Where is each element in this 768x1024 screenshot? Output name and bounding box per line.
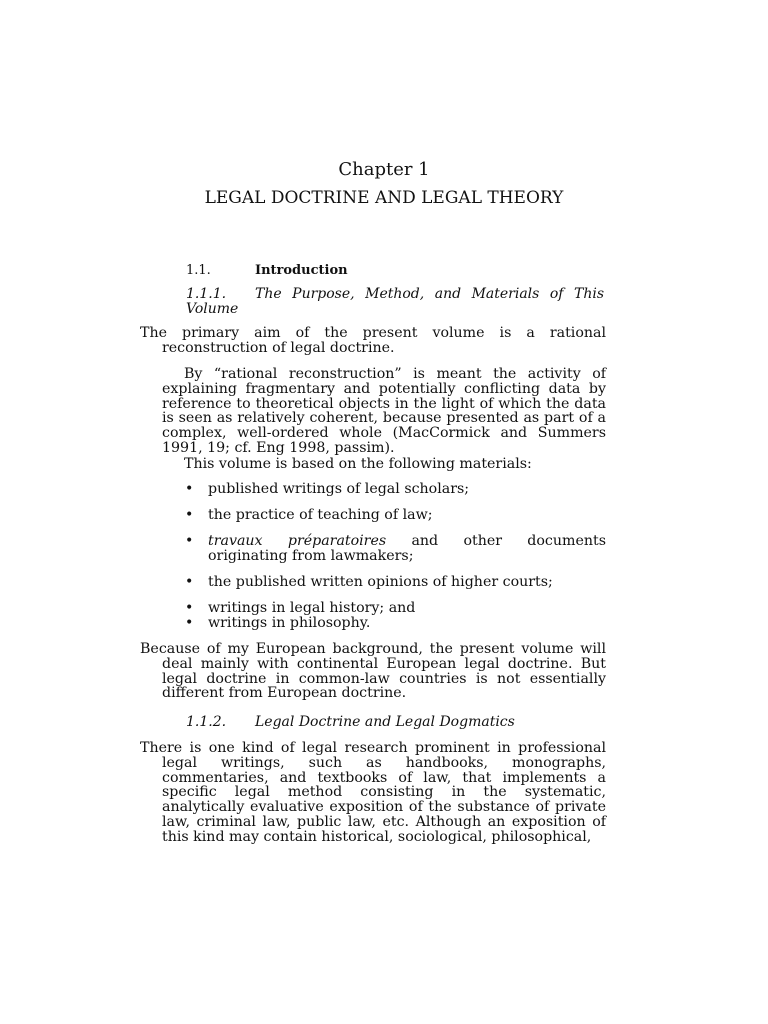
list-item: • travaux préparatoires and other documents originating from lawmakers; <box>185 533 606 564</box>
bullet-icon: • <box>185 574 194 590</box>
subsection-heading-1-1-1 <box>186 287 604 317</box>
bullet-icon: • <box>185 507 194 523</box>
list-item: • writings in philosophy. <box>185 614 371 631</box>
bullet-icon: • <box>185 481 194 497</box>
bullet-list <box>184 534 606 564</box>
bullet-list <box>184 482 606 497</box>
list-item: • published writings of legal scholars; <box>185 481 470 497</box>
subsection-heading-1-1-2 <box>186 715 604 730</box>
bullet-icon: • <box>185 533 194 549</box>
paragraph-primary-aim: The primary aim of the present volume is a rational reconstruction of legal doctrine. <box>140 325 606 356</box>
chapter-number: Chapter 1 <box>338 159 430 180</box>
section-heading-1-1 <box>186 262 348 279</box>
subsection-title-line2: Volume <box>186 301 239 317</box>
bullet-list <box>184 508 606 523</box>
subsection-title-line1: The Purpose, Method, and Materials of This <box>255 286 604 302</box>
section-title: Introduction <box>255 263 348 278</box>
subsection-title: Legal Doctrine and Legal Dogmatics <box>255 714 515 730</box>
paragraph-legal-research: There is one kind of legal research prominent in professional legal writings, such as handbooks, monographs, commentaries, and textbooks of law, that implements a specific legal method consisting in the systematic, analytically evaluative exposition of the substance of private law, criminal law, public law, etc. Although an exposition of this kind may contain historical, sociological, philosophical, <box>140 740 606 845</box>
paragraph-materials-intro: This volume is based on the following materials: <box>184 456 532 472</box>
chapter-title: LEGAL DOCTRINE AND LEGAL THEORY <box>204 188 564 208</box>
list-item: • the published written opinions of higher courts; <box>185 574 553 590</box>
paragraph-rational-reconstruction: By “rational reconstruction” is meant the activity of explaining fragmentary and potentially conflicting data by reference to theoretical objects in the light of which the data is seen as relatively coherent, because presented as part of a complex, well-ordered whole (MacCormick and Summers 1991, 19; cf. Eng 1998, passim). <box>162 366 606 456</box>
subsection-number: 1.1.1. <box>186 286 227 302</box>
subsection-number: 1.1.2. <box>186 714 227 730</box>
bullet-list <box>184 601 606 631</box>
list-item: • the practice of teaching of law; <box>185 507 433 523</box>
section-number: 1.1. <box>186 263 211 278</box>
bullet-list <box>184 575 606 590</box>
bullet-icon: • <box>185 600 194 616</box>
bullet-icon: • <box>185 614 194 631</box>
paragraph-european-background: Because of my European background, the present volume will deal mainly with continental European legal doctrine. But legal doctrine in common-law countries is not essentially different from European doctrine. <box>140 641 606 702</box>
list-item: • writings in legal history; and <box>185 600 416 616</box>
